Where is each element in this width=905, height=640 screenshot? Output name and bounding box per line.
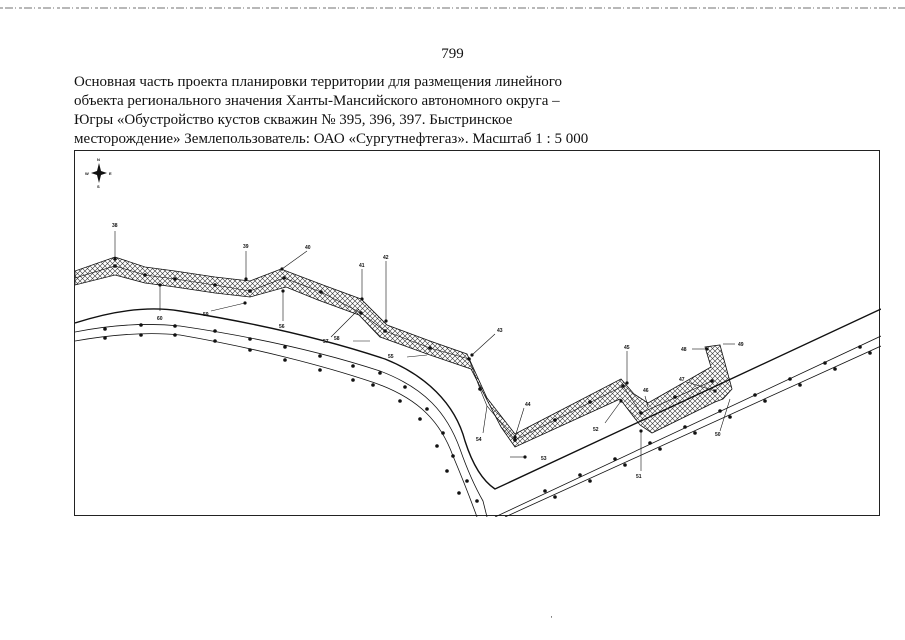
point-label-40: 40	[305, 245, 311, 251]
dot-marker	[351, 364, 355, 368]
point-label-50: 50	[715, 432, 721, 438]
scan-edge-line	[0, 5, 905, 11]
compass-star	[91, 163, 107, 183]
dot-marker	[710, 379, 714, 383]
compass-west-letter: W	[85, 171, 89, 176]
dot-marker	[173, 277, 177, 281]
point-label-56: 56	[279, 324, 285, 330]
dot-marker	[588, 479, 592, 483]
dot-marker	[425, 407, 429, 411]
dot-marker	[213, 283, 217, 287]
dot-marker	[613, 457, 617, 461]
point-label-44: 44	[525, 402, 531, 408]
dot-marker	[639, 411, 643, 415]
dot-marker	[318, 354, 322, 358]
dotted-parallel-line-1	[75, 324, 881, 517]
dot-marker	[578, 473, 582, 477]
dot-marker	[868, 351, 872, 355]
dot-marker	[383, 329, 387, 333]
dot-marker	[213, 339, 217, 343]
dot-marker	[359, 311, 363, 315]
dot-marker	[143, 273, 147, 277]
dot-marker	[428, 346, 432, 350]
compass-east-letter: E	[109, 171, 112, 176]
compass-south-letter: S	[97, 184, 100, 189]
dot-marker	[833, 367, 837, 371]
heading-line-1: Основная часть проекта планировки территории для размещения линейного	[74, 74, 563, 90]
point-label-39: 39	[243, 244, 249, 250]
dot-marker	[418, 417, 422, 421]
dot-marker	[283, 345, 287, 349]
dot-marker	[553, 418, 557, 422]
dot-marker	[282, 276, 286, 280]
dot-marker	[139, 333, 143, 337]
dot-marker	[683, 425, 687, 429]
point-label-58: 58	[334, 336, 340, 342]
dot-marker	[621, 384, 625, 388]
dot-marker	[103, 327, 107, 331]
dot-marker	[728, 415, 732, 419]
dot-marker	[543, 489, 547, 493]
point-label-41: 41	[359, 263, 365, 269]
heading-line-2: объекта регионального значения Ханты-Мансийского автономного округа –	[74, 93, 560, 109]
dot-marker	[553, 495, 557, 499]
point-label-60: 60	[157, 316, 163, 322]
dot-marker	[588, 400, 592, 404]
point-label-38: 38	[112, 223, 118, 229]
dot-marker	[213, 329, 217, 333]
point-label-59: 59	[203, 312, 209, 318]
dot-marker	[693, 431, 697, 435]
point-label-43: 43	[497, 328, 503, 334]
dot-marker	[457, 491, 461, 495]
dot-marker	[248, 337, 252, 341]
dot-marker	[798, 383, 802, 387]
dot-marker	[351, 378, 355, 382]
dot-marker	[441, 431, 445, 435]
dot-marker	[319, 290, 323, 294]
dot-marker	[139, 323, 143, 327]
dot-marker	[718, 409, 722, 413]
dot-marker	[318, 368, 322, 372]
dot-marker	[623, 463, 627, 467]
dot-marker	[113, 264, 117, 268]
point-label-53: 53	[541, 456, 547, 462]
dot-marker	[435, 444, 439, 448]
point-label-49: 49	[738, 342, 744, 348]
point-label-51: 51	[636, 474, 642, 480]
heading-line-4: месторождение» Землепользователь: ОАО «Сургутнефтегаз». Масштаб 1 : 5 000	[74, 131, 589, 147]
dot-marker	[451, 454, 455, 458]
dot-marker	[398, 399, 402, 403]
dot-marker	[475, 499, 479, 503]
hatched-corridor	[75, 257, 732, 447]
compass-north-letter: N	[97, 157, 100, 162]
dot-marker	[103, 336, 107, 340]
dot-markers	[103, 264, 872, 503]
dot-marker	[658, 447, 662, 451]
point-label-47: 47	[679, 377, 685, 383]
dot-marker	[465, 479, 469, 483]
document-heading	[74, 73, 634, 149]
dot-marker	[858, 345, 862, 349]
dot-marker	[173, 333, 177, 337]
planning-map	[75, 151, 881, 517]
stray-mark: ·	[550, 612, 553, 622]
point-label-45: 45	[624, 345, 630, 351]
dot-marker	[445, 469, 449, 473]
dot-marker	[673, 395, 677, 399]
point-label-42: 42	[383, 255, 389, 261]
dot-marker	[513, 438, 517, 442]
dot-marker	[763, 399, 767, 403]
page-number: 799	[441, 46, 464, 62]
dot-marker	[403, 385, 407, 389]
dot-marker	[823, 361, 827, 365]
point-label-46: 46	[643, 388, 649, 394]
point-label-54: 54	[476, 437, 482, 443]
heading-line-3: Югры «Обустройство кустов скважин № 395, 396, 397. Быстринское	[74, 112, 513, 128]
point-label-48: 48	[681, 347, 687, 353]
corridor-axis	[75, 266, 712, 440]
point-label-52: 52	[593, 427, 599, 433]
dot-marker	[378, 371, 382, 375]
dot-marker	[788, 377, 792, 381]
road-boundary-line	[75, 309, 881, 489]
dot-marker	[248, 289, 252, 293]
point-label-55: 55	[388, 354, 394, 360]
dot-marker	[173, 324, 177, 328]
dot-marker	[753, 393, 757, 397]
map-frame	[74, 150, 880, 516]
dot-marker	[371, 383, 375, 387]
dotted-parallel-line-2	[75, 334, 881, 517]
dot-marker	[248, 348, 252, 352]
dot-marker	[283, 358, 287, 362]
dot-marker	[478, 387, 482, 391]
dot-marker	[648, 441, 652, 445]
compass-rose	[85, 157, 112, 189]
dot-marker	[467, 357, 471, 361]
point-label-57: 57	[323, 339, 329, 345]
